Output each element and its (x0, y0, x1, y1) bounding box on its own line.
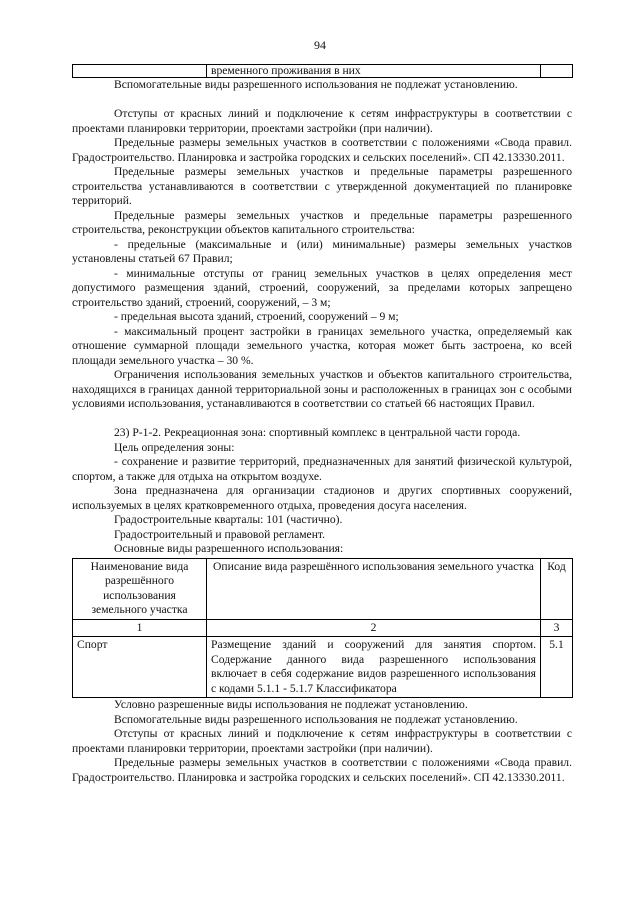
regulation-title: Градостроительный и правовой регламент. (114, 527, 325, 541)
bullet-item: - предельная высота зданий, строений, сооружений – 9 м; (114, 310, 399, 323)
paragraph: Вспомогательные виды разрешенного использования не подлежат установлению. (114, 712, 518, 726)
paragraph: Условно разрешенные виды использования не подлежат установлению. (114, 698, 468, 711)
paragraph: Вспомогательные виды разрешенного использования не подлежат установлению. (114, 78, 518, 91)
uses-table (72, 558, 573, 699)
table-cell (73, 65, 207, 78)
column-number: 1 (73, 619, 207, 637)
use-description: Размещение зданий и сооружений для занятия спортом. Содержание данного вида разрешенного использования включает в себя содержание видов разрешенного использования с кодами 5.1.1 - 5.1.7 Классификатора (207, 637, 541, 698)
table-row (73, 637, 573, 698)
bullet-item: - максимальный процент застройки в границах земельного участка, определяемый как отношение суммарной площади земельного участка, которая может быть застроена, ко всей площади земельного участка – 30 %. (72, 324, 572, 367)
use-name: Спорт (73, 637, 207, 698)
table-cell: временного проживания в них (207, 65, 541, 78)
main-uses-label: Основные виды разрешенного использования: (114, 542, 344, 555)
page-content (72, 64, 572, 785)
goal-label: Цель определения зоны: (114, 440, 235, 454)
column-number: 3 (541, 619, 573, 637)
paragraph: Отступы от красных линий и подключение к сетям инфраструктуры в соответствии с проектами планировки территории, проектами застройки (при наличии). (72, 727, 572, 755)
header-description: Описание вида разрешённого использования земельного участка (207, 558, 541, 619)
zone-title: 23) Р-1-2. Рекреационная зона: спортивный комплекс в центральной части города. (114, 426, 521, 439)
header-name: Наименование вида разрешённого использования земельного участка (73, 558, 207, 619)
paragraph: Отступы от красных линий и подключение к сетям инфраструктуры в соответствии с проектами планировки территории, проектами застройки (при наличии). (72, 107, 572, 135)
table-row (73, 65, 573, 78)
table-cell (541, 65, 573, 78)
header-code: Код (541, 558, 573, 619)
paragraph: Предельные размеры земельных участков и предельные параметры разрешенного строительства, реконструкции объектов капитального строительства: (72, 208, 572, 236)
use-code: 5.1 (541, 637, 573, 698)
bullet-item: - предельные (максимальные и (или) минимальные) размеры земельных участков установлены статьей 67 Правил; (72, 237, 572, 265)
column-number: 2 (207, 619, 541, 637)
paragraph: Предельные размеры земельных участков и предельные параметры разрешенного строительства устанавливаются в соответствии с утвержденной документацией по планировке территорий. (72, 165, 572, 207)
paragraph: Ограничения использования земельных участков и объектов капитального строительства, находящихся в границах данной территориальной зоны и расположенных в границах зон с особыми условиями использования, устанавливаются в соответствии со статьей 66 настоящих Правил. (72, 368, 572, 410)
bullet-item: - минимальные отступы от границ земельных участков в целях определения мест допустимого размещения зданий, строений, сооружений, за пределами которых запрещено строительство зданий, строений, сооружений, – 3 м; (72, 266, 572, 309)
table-number-row (73, 619, 573, 637)
paragraph: Предельные размеры земельных участков в соответствии с положениями «Свода правил. Градостроительство. Планировка и застройка городских и сельских поселений». СП 42.13330.2011. (72, 136, 572, 164)
zone-quarters: Градостроительные кварталы: 101 (частично). (114, 513, 343, 526)
zone-purpose: Зона предназначена для организации стадионов и других спортивных сооружений, используемых в целях кратковременного отдыха, проведения досуга населения. (72, 484, 572, 512)
page-number: 94 (314, 38, 326, 52)
continuation-table (72, 64, 573, 78)
table-header-row (73, 558, 573, 619)
paragraph: Предельные размеры земельных участков в соответствии с положениями «Свода правил. Градостроительство. Планировка и застройка городских и сельских поселений». СП 42.13330.2011. (72, 756, 572, 784)
goal-text: - сохранение и развитие территорий, предназначенных для занятий физической культурой, спортом, а также для отдыха на открытом воздухе. (72, 455, 572, 483)
